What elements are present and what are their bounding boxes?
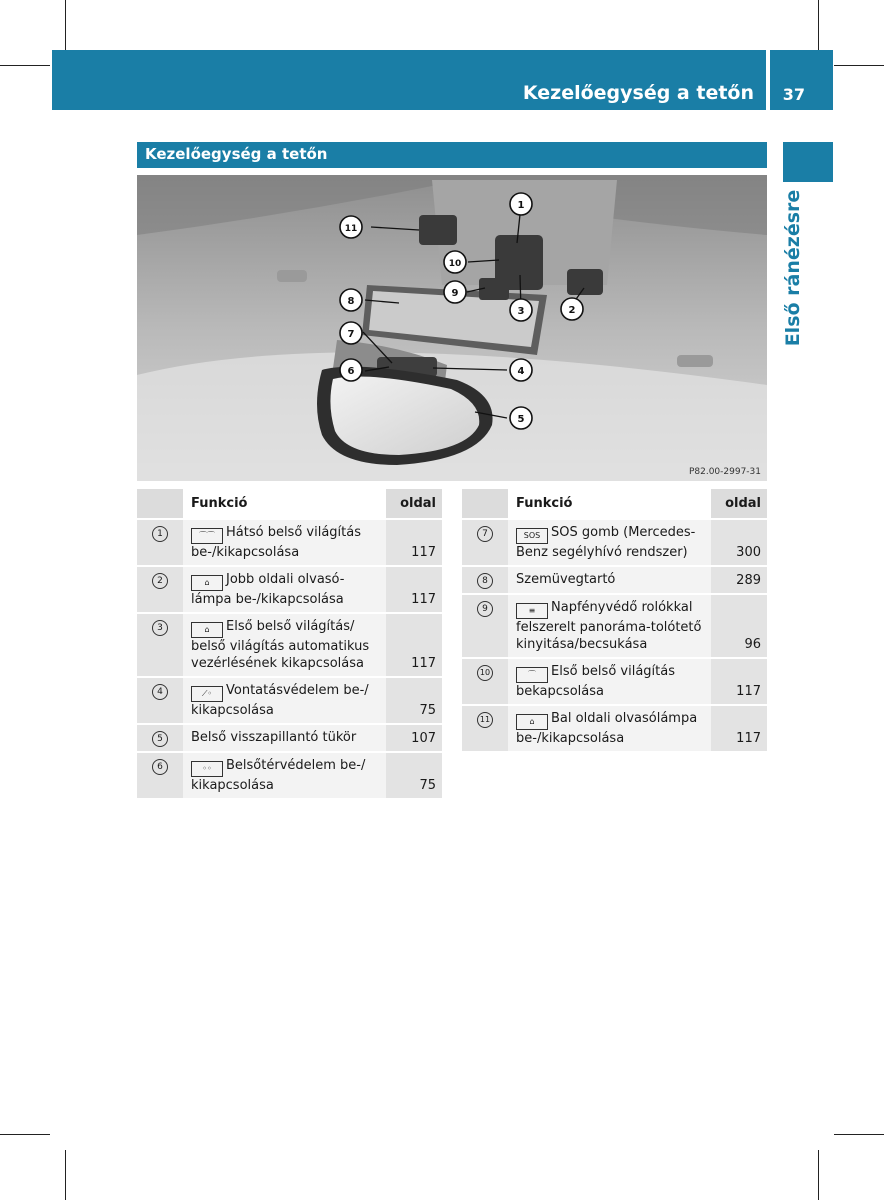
tow-away-icon: ⟋◦: [191, 686, 223, 702]
table-row: [462, 706, 767, 751]
table-row: [462, 567, 767, 593]
function-table-right: [462, 487, 767, 753]
row-text: Napfényvédő rolókkal felszerelt panoráma-tolótető kinyitása/becsukása: [516, 600, 702, 652]
crop-mark: [818, 0, 819, 50]
crop-mark: [0, 1134, 50, 1135]
row-page: 75: [386, 678, 442, 723]
row-text: Belsőtérvédelem be-/ kikapcsolása: [191, 758, 366, 793]
callout-7: 7: [347, 329, 355, 340]
sos-icon: SOS: [516, 528, 548, 544]
row-page: 117: [711, 706, 767, 751]
function-table-left: [137, 487, 442, 800]
side-tab-marker: [783, 142, 833, 182]
row-number: 4: [152, 684, 168, 700]
row-page: 96: [711, 595, 767, 657]
row-number: 1: [152, 526, 168, 542]
interior-protection-icon: ◦◦: [191, 761, 223, 777]
row-text: Szemüvegtartó: [516, 572, 616, 587]
crop-mark: [818, 1150, 819, 1200]
table-header-row: [462, 489, 767, 518]
crop-mark: [834, 1134, 884, 1135]
row-page: 300: [711, 520, 767, 565]
row-number: 11: [477, 712, 493, 728]
header-page: oldal: [711, 489, 767, 518]
table-row: [137, 753, 442, 798]
table-header-row: [137, 489, 442, 518]
crop-mark: [65, 1150, 66, 1200]
row-text: SOS gomb (Mercedes-Benz segélyhívó rendszer): [516, 525, 696, 560]
side-tab: [780, 188, 806, 348]
page-header: [52, 50, 766, 110]
row-page: 107: [386, 725, 442, 751]
callout-3: 3: [517, 306, 525, 317]
callout-1: 1: [517, 200, 525, 211]
lamp-auto-icon: ⌂: [191, 622, 223, 638]
page-number: 37: [782, 85, 805, 104]
callout-11: 11: [344, 224, 358, 234]
callout-4: 4: [517, 366, 525, 377]
row-page: 75: [386, 753, 442, 798]
table-row: [137, 614, 442, 676]
row-text: Hátsó belső világítás be-/kikapcsolása: [191, 525, 362, 560]
reading-lamp-icon: ⌂: [516, 714, 548, 730]
overhead-control-panel-photo: [137, 175, 767, 481]
callout-2: 2: [568, 305, 576, 316]
row-number: 2: [152, 573, 168, 589]
photo-illustration: [137, 175, 767, 481]
page-number-box: [770, 50, 833, 110]
callout-10: 10: [448, 259, 462, 269]
table-row: [462, 659, 767, 704]
header-function: Funkció: [183, 489, 386, 518]
row-page: 117: [711, 659, 767, 704]
row-number: 7: [477, 526, 493, 542]
table-row: [462, 520, 767, 565]
front-lamp-icon: ⌒: [516, 667, 548, 683]
header-page: oldal: [386, 489, 442, 518]
row-text: Vontatásvédelem be-/ kikapcsolása: [191, 683, 369, 718]
roller-blind-icon: ≡: [516, 603, 548, 619]
section-heading: [137, 142, 767, 168]
row-number: 3: [152, 620, 168, 636]
callout-5: 5: [517, 414, 525, 425]
header-function: Funkció: [508, 489, 711, 518]
crop-mark: [834, 65, 884, 66]
section-title: Kezelőegység a tetőn: [145, 145, 328, 163]
table-row: [137, 678, 442, 723]
header-num: [137, 489, 183, 518]
row-text: Jobb oldali olvasó-lámpa be-/kikapcsolása: [191, 572, 345, 607]
row-text: Belső visszapillantó tükör: [191, 730, 357, 745]
row-text: Első belső világítás bekapcsolása: [516, 664, 675, 699]
lamp-rear-icon: ⌒⌒: [191, 528, 223, 544]
header-num: [462, 489, 508, 518]
row-page: 117: [386, 614, 442, 676]
figure-code: P82.00-2997-31: [688, 467, 761, 477]
row-page: 289: [711, 567, 767, 593]
side-tab-label: Első ránézésre: [782, 189, 804, 347]
row-number: 5: [152, 731, 168, 747]
table-row: [137, 725, 442, 751]
table-row: [137, 520, 442, 565]
row-page: 117: [386, 520, 442, 565]
header-title: Kezelőegység a tetőn: [522, 82, 754, 104]
table-row: [137, 567, 442, 612]
row-number: 9: [477, 601, 493, 617]
crop-mark: [65, 0, 66, 50]
row-page: 117: [386, 567, 442, 612]
table-row: [462, 595, 767, 657]
row-number: 6: [152, 759, 168, 775]
callout-6: 6: [347, 366, 355, 377]
row-text: Első belső világítás/ belső világítás automatikus vezérlésének kikapcsolása: [191, 619, 370, 671]
callout-8: 8: [347, 296, 355, 307]
row-number: 10: [477, 665, 493, 681]
callout-9: 9: [451, 288, 459, 299]
row-number: 8: [477, 573, 493, 589]
row-text: Bal oldali olvasólámpa be-/kikapcsolása: [516, 711, 698, 746]
crop-mark: [0, 65, 50, 66]
reading-lamp-icon: ⌂: [191, 575, 223, 591]
